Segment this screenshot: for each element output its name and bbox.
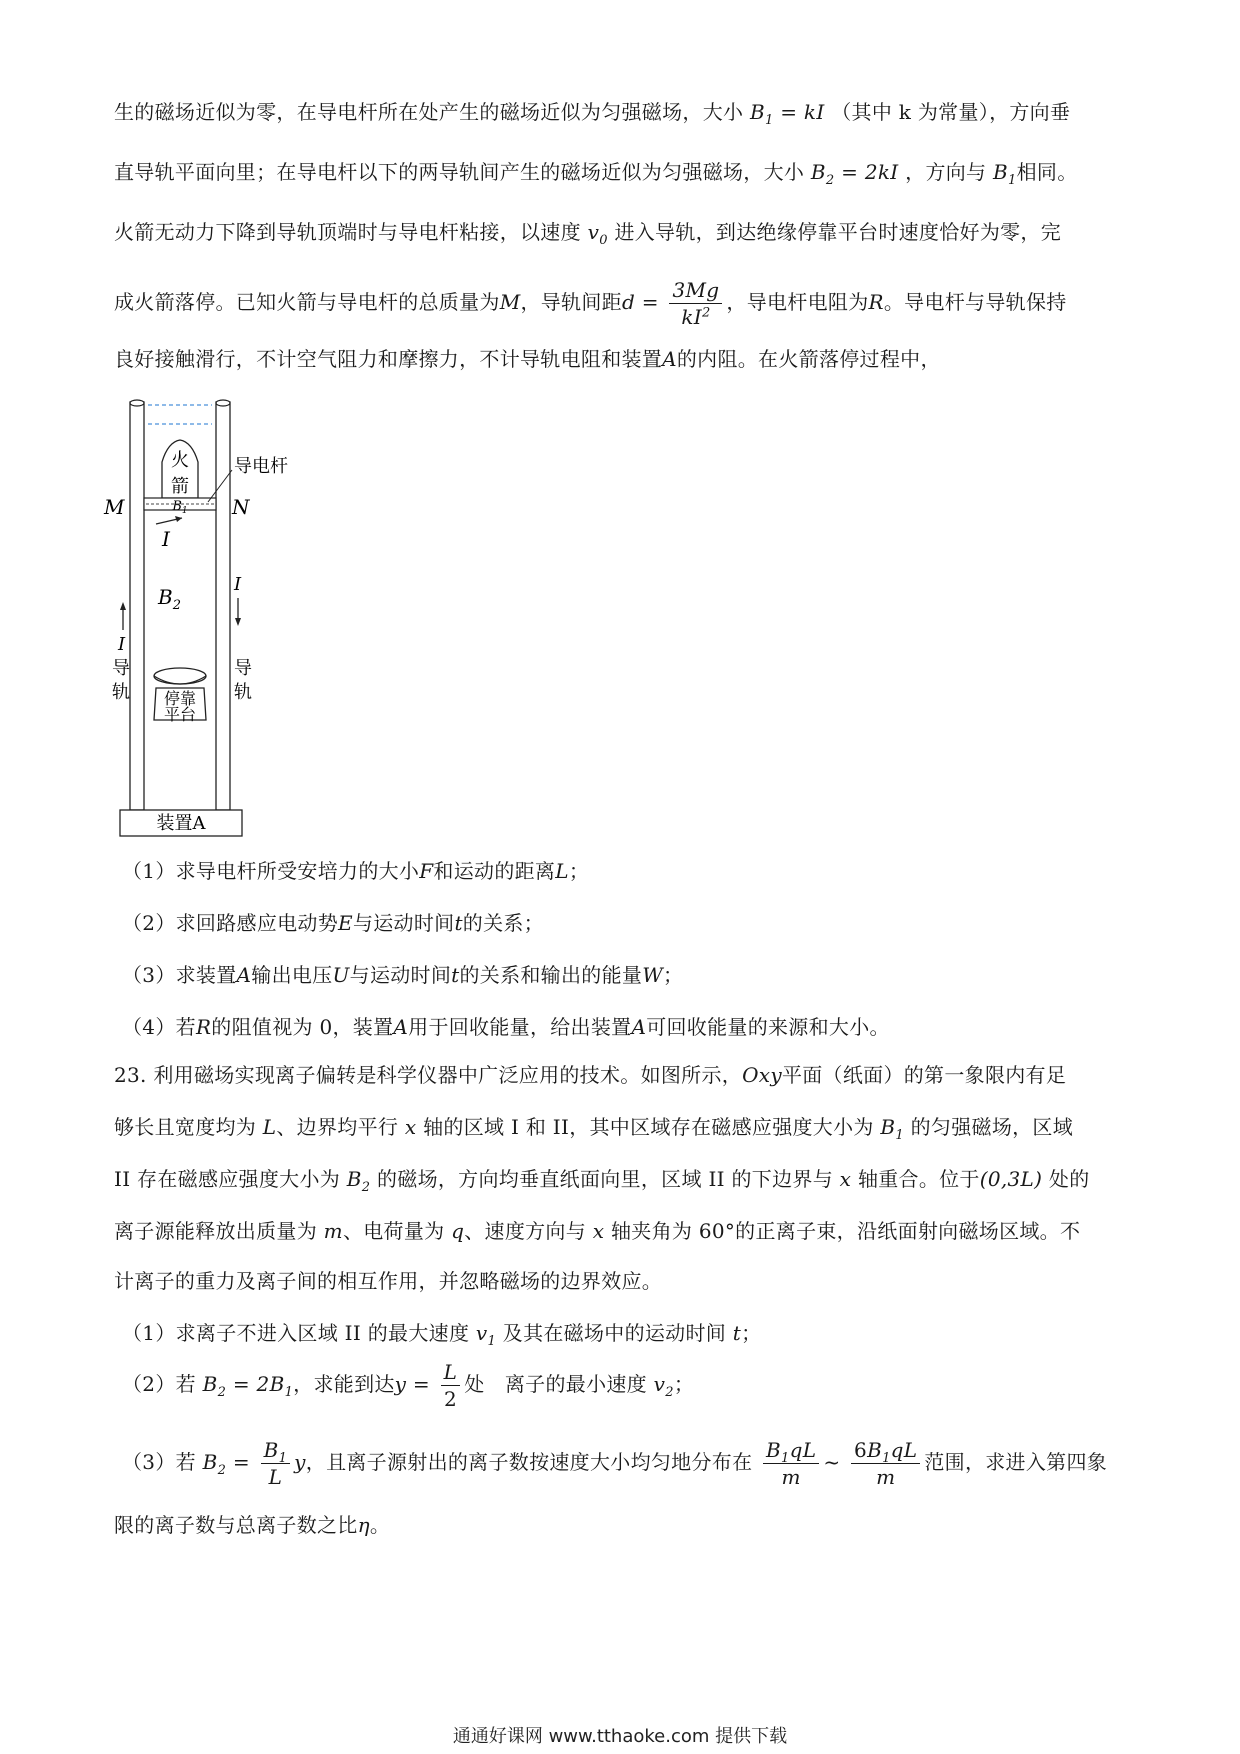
text: 火箭无动力下降到导轨顶端时与导电杆粘接，以速度	[114, 220, 581, 244]
field-B2-label: $B_2$	[158, 585, 181, 613]
text: 。导电杆与导轨保持	[883, 290, 1067, 314]
symbol-M: M	[499, 290, 521, 314]
q23-sub-1: （1）求离子不进入区域 II 的最大速度 $v_1$ 及其在磁场中的运动时间 t；	[122, 1321, 762, 1349]
rocket-rail-diagram	[104, 398, 330, 838]
fraction-B1qL-over-m: $\frac{B_1qL}{m}$	[763, 1437, 819, 1490]
text: ，方向与	[905, 160, 987, 184]
text: 相同。	[1016, 160, 1078, 184]
rod-field-label: $B_1$	[172, 499, 188, 516]
text: ，导轨间距	[520, 290, 622, 314]
right-current-label: I	[234, 574, 242, 595]
right-current-arrowhead	[235, 618, 241, 626]
left-current-label: I	[118, 634, 126, 655]
text: 的内阻。在火箭落停过程中，	[676, 347, 941, 371]
label-M: M	[104, 495, 125, 519]
device-A-label: 装置A	[156, 813, 206, 834]
left-rail	[130, 402, 144, 810]
text: 直导轨平面向里；在导电杆以下的两导轨间产生的磁场近似为匀强磁场，大小	[114, 160, 805, 184]
equation: = kI	[773, 100, 825, 124]
rod-current-label: I	[162, 527, 170, 551]
text: 成火箭落停。已知火箭与导电杆的总质量为	[114, 290, 500, 314]
platform-label: 停靠	[163, 689, 197, 708]
q23-sub-3: （3）若 $B_2$ = $\frac{B_1}{L}$ y，且离子源射出的离子数按速度大小均匀地分布在 $\frac{B_1qL}{m}$ ~ $\frac{6B_1qL}{m}$ 范围，求进入第四象	[122, 1438, 1108, 1489]
q22-sub-1: （1）求导电杆所受安培力的大小F和运动的距离L；	[122, 859, 590, 883]
text: 生的磁场近似为零，在导电杆所在处产生的磁场近似为匀强磁场，大小	[114, 100, 744, 124]
symbol-B1: $B_1$	[749, 100, 774, 128]
fraction-B1-over-L: $\frac{B_1}{L}$	[261, 1437, 291, 1490]
fraction-6B1qL-over-m: $\frac{6B_1qL}{m}$	[851, 1437, 920, 1490]
symbol-R: R	[868, 290, 884, 314]
right-rail	[216, 402, 230, 810]
fraction-L-over-2: $\frac{L}{2}$	[441, 1359, 461, 1412]
q23-line-3: II 存在磁感应强度大小为 $B_2$ 的磁场，方向均垂直纸面向里，区域 II 的下边界与 x 轴重合。位于(0,3L) 处的	[114, 1167, 1090, 1195]
text: ，导电杆电阻为	[726, 290, 869, 314]
fraction-3Mg-over-kI2: $\frac{3Mg}{kI^2}$	[669, 277, 722, 330]
q23-line-5: 计离子的重力及离子间的相互作用，并忽略磁场的边界效应。	[114, 1269, 663, 1293]
left-current-arrowhead	[120, 602, 126, 610]
text: 进入导轨，到达绝缘停靠平台时速度恰好为零，完	[614, 220, 1062, 244]
diagram-svg	[104, 398, 330, 838]
rod-label: 导电杆	[234, 456, 288, 477]
q22-sub-4: （4）若R的阻值视为 0，装置A用于回收能量，给出装置A可回收能量的来源和大小。	[122, 1015, 890, 1039]
q23-sub-3-cont: 限的离子数与总离子数之比η。	[114, 1513, 391, 1537]
q22-line-5	[114, 344, 1134, 374]
q22-line-1	[114, 97, 1134, 127]
q22-sub-2: （2）求回路感应电动势E与运动时间t的关系；	[122, 911, 544, 935]
symbol-v0: $v_0$	[587, 220, 608, 248]
q22-sub-3: （3）求装置A输出电压U与运动时间t的关系和输出的能量W；	[122, 963, 684, 987]
q23-line-1: 23. 利用磁场实现离子偏转是科学仪器中广泛应用的技术。如图所示，Oxy平面（纸面）的第一象限内有足	[114, 1063, 1067, 1087]
footer-text: 通通好课网 www.tthaoke.com 提供下载	[452, 1726, 788, 1747]
left-rail-label: 导	[112, 658, 130, 679]
q22-line-4	[114, 272, 1134, 332]
left-rail-label: 轨	[112, 682, 130, 703]
right-rail-label: 导	[234, 658, 252, 679]
q23-sub-2: （2）若 $B_2 = 2B_1$，求能到达y = $\frac{L}{2}$ 处 离子的最小速度 $v_2$；	[122, 1360, 695, 1411]
q23-line-4: 离子源能释放出质量为 m、电荷量为 q、速度方向与 x 轴夹角为 60°的正离子束，沿纸面射向磁场区域。不	[114, 1219, 1081, 1243]
label-N: N	[232, 495, 250, 519]
q23-line-2: 够长且宽度均为 L、边界均平行 x 轴的区域 I 和 II，其中区域存在磁感应强度大小为 $B_1$ 的匀强磁场，区域	[114, 1115, 1074, 1143]
text: （其中 k 为常量），方向垂	[831, 100, 1071, 124]
symbol-A: A	[662, 347, 677, 371]
platform-top	[154, 668, 206, 684]
rod-current-arrowhead	[175, 516, 182, 522]
rocket-label: 火	[171, 450, 189, 471]
symbol-B1: $B_1$	[993, 160, 1017, 188]
q22-line-3	[114, 217, 1134, 247]
page-footer	[0, 1722, 1240, 1748]
equation: d =	[621, 290, 659, 314]
platform-label: 平台	[163, 705, 197, 724]
q22-line-2	[114, 157, 1134, 187]
symbol-B2: $B_2$	[810, 160, 835, 188]
right-rail-label: 轨	[234, 682, 252, 703]
text: 良好接触滑行，不计空气阻力和摩擦力，不计导轨电阻和装置	[114, 347, 663, 371]
equation: = 2kI	[834, 160, 899, 184]
left-rail-cap	[130, 400, 144, 406]
rocket-label: 箭	[171, 476, 189, 497]
right-rail-cap	[216, 400, 230, 406]
